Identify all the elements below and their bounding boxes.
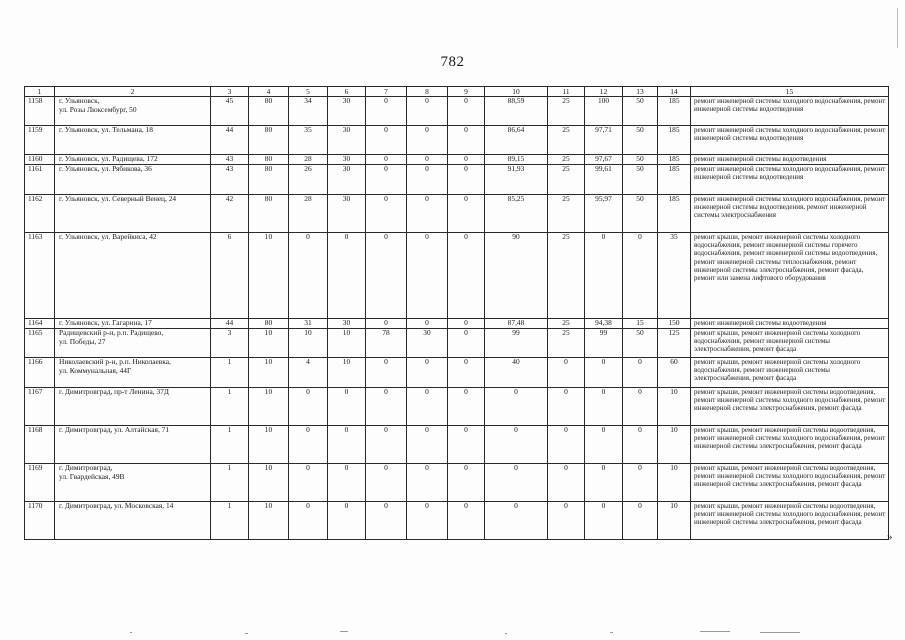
value-cell-v3: 45 bbox=[211, 97, 249, 126]
value-cell-v5: 31 bbox=[289, 319, 328, 329]
column-header-6: 6 bbox=[328, 87, 366, 97]
row-number-cell: 1169 bbox=[25, 464, 55, 502]
column-header-11: 11 bbox=[548, 87, 585, 97]
value-cell-v14: 150 bbox=[658, 319, 691, 329]
row-number-cell: 1170 bbox=[25, 502, 55, 540]
value-cell-v3: 3 bbox=[211, 329, 249, 358]
work-types-cell: ремонт крыши, ремонт инженерной системы водоотведения, ремонт инженерной системы холодного водоснабжения, ремонт инженерной системы электроснабжения, ремонт фасада bbox=[691, 464, 889, 502]
address-cell: г. Димитровград, ул. Гвардейская, 49В bbox=[55, 464, 211, 502]
value-cell-v4: 80 bbox=[249, 155, 289, 165]
table-row bbox=[25, 329, 889, 358]
value-cell-v13: 50 bbox=[623, 155, 658, 165]
value-cell-v8: 0 bbox=[407, 319, 448, 329]
column-header-14: 14 bbox=[658, 87, 691, 97]
row-number-cell: 1164 bbox=[25, 319, 55, 329]
scan-noise bbox=[0, 600, 905, 640]
work-types-cell: ремонт крыши, ремонт инженерной системы водоотведения, ремонт инженерной системы холодного водоснабжения, ремонт инженерной системы электроснабжения, ремонт фасада bbox=[691, 502, 889, 540]
work-types-cell: ремонт крыши, ремонт инженерной системы водоотведения, ремонт инженерной системы холодного водоснабжения, ремонт инженерной системы электроснабжения, ремонт фасада bbox=[691, 388, 889, 426]
value-cell-v7: 0 bbox=[366, 319, 407, 329]
value-cell-v7: 0 bbox=[366, 97, 407, 126]
value-cell-v13: 50 bbox=[623, 165, 658, 195]
column-header-4: 4 bbox=[249, 87, 289, 97]
value-cell-v13: 0 bbox=[623, 388, 658, 426]
table-row bbox=[25, 126, 889, 155]
value-cell-v13: 0 bbox=[623, 233, 658, 319]
value-cell-v7: 0 bbox=[366, 426, 407, 464]
column-header-12: 12 bbox=[585, 87, 623, 97]
value-cell-v3: 1 bbox=[211, 502, 249, 540]
table-row bbox=[25, 388, 889, 426]
value-cell-v6: 30 bbox=[328, 195, 366, 233]
value-cell-v3: 1 bbox=[211, 358, 249, 388]
column-header-1: 1 bbox=[25, 87, 55, 97]
value-cell-v14: 10 bbox=[658, 426, 691, 464]
value-cell-v4: 80 bbox=[249, 195, 289, 233]
value-cell-v7: 0 bbox=[366, 195, 407, 233]
value-cell-v12: 94,38 bbox=[585, 319, 623, 329]
value-cell-v13: 0 bbox=[623, 502, 658, 540]
value-cell-v4: 10 bbox=[249, 464, 289, 502]
column-header-5: 5 bbox=[289, 87, 328, 97]
value-cell-v5: 4 bbox=[289, 358, 328, 388]
value-cell-v3: 1 bbox=[211, 388, 249, 426]
value-cell-v13: 15 bbox=[623, 319, 658, 329]
address-cell: г. Ульяновск, ул. Розы Люксембург, 50 bbox=[55, 97, 211, 126]
table-wrapper bbox=[24, 86, 889, 540]
value-cell-v7: 0 bbox=[366, 233, 407, 319]
value-cell-v11: 25 bbox=[548, 97, 585, 126]
work-types-cell: ремонт крыши, ремонт инженерной системы холодного водоснабжения, ремонт инженерной системы электроснабжения, ремонт фасада bbox=[691, 329, 889, 358]
value-cell-v9: 0 bbox=[448, 233, 485, 319]
value-cell-v6: 30 bbox=[328, 155, 366, 165]
row-number-cell: 1168 bbox=[25, 426, 55, 464]
column-header-13: 13 bbox=[623, 87, 658, 97]
column-header-2: 2 bbox=[55, 87, 211, 97]
value-cell-v10: 0 bbox=[485, 502, 548, 540]
value-cell-v12: 97,67 bbox=[585, 155, 623, 165]
scan-speck bbox=[760, 632, 800, 633]
value-cell-v12: 100 bbox=[585, 97, 623, 126]
column-header-15: 15 bbox=[691, 87, 889, 97]
value-cell-v6: 0 bbox=[328, 502, 366, 540]
value-cell-v12: 0 bbox=[585, 358, 623, 388]
value-cell-v13: 0 bbox=[623, 464, 658, 502]
value-cell-v3: 1 bbox=[211, 426, 249, 464]
value-cell-v11: 0 bbox=[548, 358, 585, 388]
value-cell-v5: 10 bbox=[289, 329, 328, 358]
value-cell-v5: 0 bbox=[289, 426, 328, 464]
value-cell-v10: 85,25 bbox=[485, 195, 548, 233]
value-cell-v6: 0 bbox=[328, 388, 366, 426]
value-cell-v6: 0 bbox=[328, 464, 366, 502]
work-types-cell: ремонт крыши, ремонт инженерной системы холодного водоснабжения, ремонт инженерной системы электроснабжения, ремонт фасада bbox=[691, 358, 889, 388]
value-cell-v10: 87,48 bbox=[485, 319, 548, 329]
row-number-cell: 1167 bbox=[25, 388, 55, 426]
table-row bbox=[25, 358, 889, 388]
column-header-8: 8 bbox=[407, 87, 448, 97]
value-cell-v7: 0 bbox=[366, 155, 407, 165]
value-cell-v7: 0 bbox=[366, 388, 407, 426]
value-cell-v6: 0 bbox=[328, 426, 366, 464]
value-cell-v6: 10 bbox=[328, 358, 366, 388]
value-cell-v10: 99 bbox=[485, 329, 548, 358]
value-cell-v9: 0 bbox=[448, 464, 485, 502]
value-cell-v12: 99,61 bbox=[585, 165, 623, 195]
value-cell-v11: 25 bbox=[548, 126, 585, 155]
value-cell-v8: 0 bbox=[407, 426, 448, 464]
value-cell-v4: 10 bbox=[249, 502, 289, 540]
value-cell-v13: 50 bbox=[623, 195, 658, 233]
work-types-cell: ремонт инженерной системы холодного водоснабжения, ремонт инженерной системы водоотведения, ремонт инженерной системы электроснабжения bbox=[691, 195, 889, 233]
value-cell-v12: 0 bbox=[585, 233, 623, 319]
value-cell-v10: 91,93 bbox=[485, 165, 548, 195]
value-cell-v9: 0 bbox=[448, 155, 485, 165]
value-cell-v13: 50 bbox=[623, 126, 658, 155]
value-cell-v9: 0 bbox=[448, 195, 485, 233]
value-cell-v14: 185 bbox=[658, 97, 691, 126]
work-types-cell: ремонт инженерной системы холодного водоснабжения, ремонт инженерной системы водоотведения bbox=[691, 126, 889, 155]
table-row bbox=[25, 502, 889, 540]
value-cell-v14: 185 bbox=[658, 195, 691, 233]
scan-speck bbox=[340, 631, 348, 632]
value-cell-v4: 10 bbox=[249, 426, 289, 464]
value-cell-v12: 0 bbox=[585, 502, 623, 540]
value-cell-v5: 35 bbox=[289, 126, 328, 155]
table-body bbox=[25, 97, 889, 540]
scan-speck bbox=[245, 633, 248, 634]
value-cell-v11: 25 bbox=[548, 165, 585, 195]
address-cell: г. Димитровград, пр-т Ленина, 37Д bbox=[55, 388, 211, 426]
row-number-cell: 1161 bbox=[25, 165, 55, 195]
value-cell-v14: 125 bbox=[658, 329, 691, 358]
table-row bbox=[25, 464, 889, 502]
value-cell-v5: 34 bbox=[289, 97, 328, 126]
scan-edge-line bbox=[897, 8, 898, 48]
value-cell-v9: 0 bbox=[448, 319, 485, 329]
value-cell-v14: 35 bbox=[658, 233, 691, 319]
value-cell-v10: 88,59 bbox=[485, 97, 548, 126]
row-number-cell: 1160 bbox=[25, 155, 55, 165]
work-types-cell: ремонт инженерной системы водоотведения bbox=[691, 155, 889, 165]
address-cell: г. Димитровград, ул. Алтайская, 71 bbox=[55, 426, 211, 464]
value-cell-v11: 0 bbox=[548, 502, 585, 540]
value-cell-v8: 0 bbox=[407, 97, 448, 126]
value-cell-v9: 0 bbox=[448, 126, 485, 155]
column-header-10: 10 bbox=[485, 87, 548, 97]
value-cell-v5: 0 bbox=[289, 233, 328, 319]
value-cell-v6: 30 bbox=[328, 126, 366, 155]
value-cell-v11: 25 bbox=[548, 329, 585, 358]
work-types-cell: ремонт крыши, ремонт инженерной системы водоотведения, ремонт инженерной системы холодного водоснабжения, ремонт инженерной системы электроснабжения, ремонт фасада bbox=[691, 426, 889, 464]
value-cell-v7: 0 bbox=[366, 502, 407, 540]
value-cell-v4: 10 bbox=[249, 388, 289, 426]
value-cell-v3: 6 bbox=[211, 233, 249, 319]
value-cell-v7: 0 bbox=[366, 126, 407, 155]
value-cell-v13: 0 bbox=[623, 358, 658, 388]
table-row bbox=[25, 233, 889, 319]
table-row bbox=[25, 319, 889, 329]
table-row bbox=[25, 426, 889, 464]
value-cell-v6: 0 bbox=[328, 233, 366, 319]
value-cell-v10: 90 bbox=[485, 233, 548, 319]
value-cell-v14: 185 bbox=[658, 165, 691, 195]
address-cell: г. Ульяновск, ул. Северный Венец, 24 bbox=[55, 195, 211, 233]
value-cell-v4: 80 bbox=[249, 97, 289, 126]
value-cell-v5: 0 bbox=[289, 464, 328, 502]
page-number: 782 bbox=[440, 54, 465, 70]
value-cell-v10: 89,15 bbox=[485, 155, 548, 165]
value-cell-v3: 43 bbox=[211, 155, 249, 165]
address-cell: г. Ульяновск, ул. Гагарина, 17 bbox=[55, 319, 211, 329]
value-cell-v10: 40 bbox=[485, 358, 548, 388]
value-cell-v4: 80 bbox=[249, 126, 289, 155]
work-types-cell: ремонт инженерной системы водоотведения bbox=[691, 319, 889, 329]
row-number-cell: 1165 bbox=[25, 329, 55, 358]
value-cell-v8: 0 bbox=[407, 233, 448, 319]
value-cell-v7: 0 bbox=[366, 358, 407, 388]
value-cell-v6: 30 bbox=[328, 97, 366, 126]
value-cell-v10: 0 bbox=[485, 426, 548, 464]
value-cell-v8: 0 bbox=[407, 388, 448, 426]
value-cell-v9: 0 bbox=[448, 426, 485, 464]
column-header-7: 7 bbox=[366, 87, 407, 97]
value-cell-v12: 99 bbox=[585, 329, 623, 358]
value-cell-v14: 10 bbox=[658, 502, 691, 540]
value-cell-v9: 0 bbox=[448, 358, 485, 388]
value-cell-v3: 43 bbox=[211, 165, 249, 195]
value-cell-v10: 86,64 bbox=[485, 126, 548, 155]
address-cell: Николаевский р-н, р.п. Николаевка, ул. Коммунальная, 44Г bbox=[55, 358, 211, 388]
value-cell-v6: 10 bbox=[328, 329, 366, 358]
value-cell-v13: 50 bbox=[623, 329, 658, 358]
table-row bbox=[25, 155, 889, 165]
value-cell-v5: 28 bbox=[289, 155, 328, 165]
value-cell-v8: 0 bbox=[407, 165, 448, 195]
value-cell-v3: 1 bbox=[211, 464, 249, 502]
value-cell-v13: 0 bbox=[623, 426, 658, 464]
value-cell-v14: 185 bbox=[658, 126, 691, 155]
value-cell-v3: 44 bbox=[211, 126, 249, 155]
value-cell-v5: 26 bbox=[289, 165, 328, 195]
value-cell-v8: 30 bbox=[407, 329, 448, 358]
repair-program-table bbox=[24, 86, 889, 540]
scan-speck bbox=[130, 632, 132, 633]
value-cell-v8: 0 bbox=[407, 502, 448, 540]
value-cell-v14: 10 bbox=[658, 388, 691, 426]
value-cell-v9: 0 bbox=[448, 329, 485, 358]
value-cell-v9: 0 bbox=[448, 388, 485, 426]
value-cell-v13: 50 bbox=[623, 97, 658, 126]
address-cell: г. Ульяновск, ул. Варейкиса, 42 bbox=[55, 233, 211, 319]
value-cell-v3: 44 bbox=[211, 319, 249, 329]
value-cell-v9: 0 bbox=[448, 97, 485, 126]
value-cell-v11: 0 bbox=[548, 388, 585, 426]
scan-speck bbox=[700, 631, 730, 632]
value-cell-v9: 0 bbox=[448, 502, 485, 540]
value-cell-v12: 97,71 bbox=[585, 126, 623, 155]
value-cell-v5: 28 bbox=[289, 195, 328, 233]
value-cell-v12: 95,97 bbox=[585, 195, 623, 233]
address-cell: г. Ульяновск, ул. Радищева, 172 bbox=[55, 155, 211, 165]
value-cell-v11: 25 bbox=[548, 195, 585, 233]
scan-speck bbox=[610, 632, 613, 633]
address-cell: Радищевский р-н, р.п. Радищево, ул. Победы, 27 bbox=[55, 329, 211, 358]
value-cell-v10: 0 bbox=[485, 388, 548, 426]
value-cell-v7: 0 bbox=[366, 165, 407, 195]
value-cell-v7: 78 bbox=[366, 329, 407, 358]
address-cell: г. Димитровград, ул. Московская, 14 bbox=[55, 502, 211, 540]
value-cell-v12: 0 bbox=[585, 388, 623, 426]
value-cell-v5: 0 bbox=[289, 502, 328, 540]
value-cell-v8: 0 bbox=[407, 155, 448, 165]
value-cell-v11: 0 bbox=[548, 426, 585, 464]
value-cell-v6: 30 bbox=[328, 319, 366, 329]
value-cell-v6: 30 bbox=[328, 165, 366, 195]
value-cell-v12: 0 bbox=[585, 464, 623, 502]
value-cell-v10: 0 bbox=[485, 464, 548, 502]
header-row bbox=[25, 87, 889, 97]
row-number-cell: 1166 bbox=[25, 358, 55, 388]
column-header-3: 3 bbox=[211, 87, 249, 97]
value-cell-v4: 10 bbox=[249, 233, 289, 319]
value-cell-v11: 25 bbox=[548, 319, 585, 329]
continuation-mark: » bbox=[887, 531, 893, 543]
value-cell-v8: 0 bbox=[407, 195, 448, 233]
row-number-cell: 1162 bbox=[25, 195, 55, 233]
value-cell-v4: 80 bbox=[249, 319, 289, 329]
value-cell-v11: 0 bbox=[548, 464, 585, 502]
work-types-cell: ремонт инженерной системы холодного водоснабжения, ремонт инженерной системы водоотведения bbox=[691, 97, 889, 126]
value-cell-v7: 0 bbox=[366, 464, 407, 502]
column-header-9: 9 bbox=[448, 87, 485, 97]
table-row bbox=[25, 97, 889, 126]
work-types-cell: ремонт инженерной системы холодного водоснабжения, ремонт инженерной системы водоотведения bbox=[691, 165, 889, 195]
value-cell-v11: 25 bbox=[548, 233, 585, 319]
value-cell-v4: 80 bbox=[249, 165, 289, 195]
value-cell-v12: 0 bbox=[585, 426, 623, 464]
table-row bbox=[25, 165, 889, 195]
value-cell-v8: 0 bbox=[407, 358, 448, 388]
value-cell-v8: 0 bbox=[407, 464, 448, 502]
address-cell: г. Ульяновск, ул. Рябикова, 36 bbox=[55, 165, 211, 195]
address-cell: г. Ульяновск, ул. Тельмана, 18 bbox=[55, 126, 211, 155]
value-cell-v4: 10 bbox=[249, 329, 289, 358]
row-number-cell: 1163 bbox=[25, 233, 55, 319]
table-row bbox=[25, 195, 889, 233]
work-types-cell: ремонт крыши, ремонт инженерной системы холодного водоснабжения, ремонт инженерной системы горячего водоснабжения, ремонт инженерной системы водоотведения, ремонт инженерной системы теплоснабжения, ремонт инженерной системы электроснабжения, ремонт фасада, ремонт или замена лифтового оборудования bbox=[691, 233, 889, 319]
value-cell-v5: 0 bbox=[289, 388, 328, 426]
value-cell-v11: 25 bbox=[548, 155, 585, 165]
row-number-cell: 1158 bbox=[25, 97, 55, 126]
row-number-cell: 1159 bbox=[25, 126, 55, 155]
value-cell-v9: 0 bbox=[448, 165, 485, 195]
scan-speck bbox=[505, 633, 507, 634]
value-cell-v4: 10 bbox=[249, 358, 289, 388]
value-cell-v3: 42 bbox=[211, 195, 249, 233]
value-cell-v14: 185 bbox=[658, 155, 691, 165]
value-cell-v14: 60 bbox=[658, 358, 691, 388]
value-cell-v8: 0 bbox=[407, 126, 448, 155]
value-cell-v14: 10 bbox=[658, 464, 691, 502]
